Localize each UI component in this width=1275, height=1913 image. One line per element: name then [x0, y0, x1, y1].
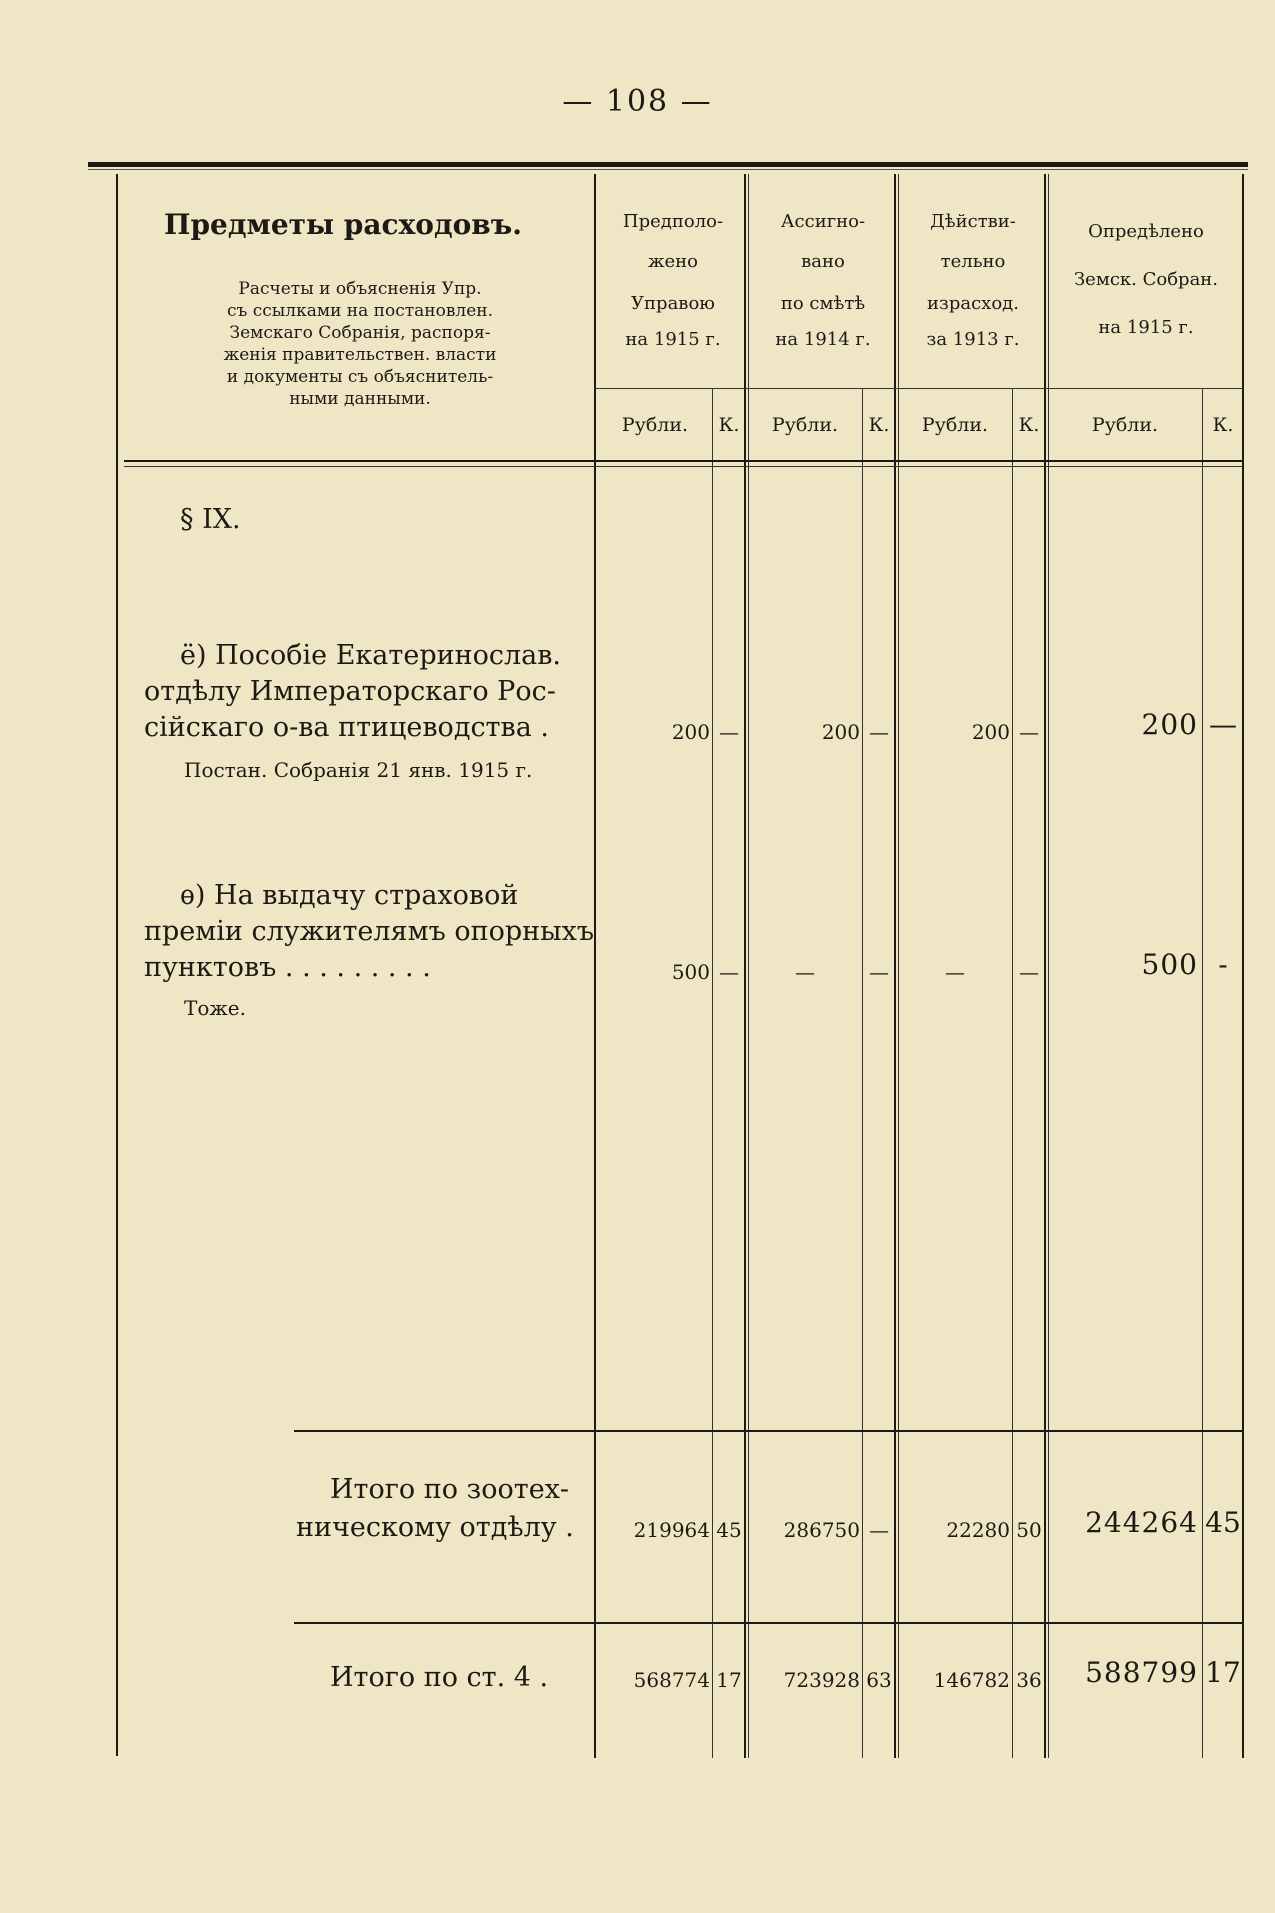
col-divider-3b	[898, 174, 899, 1758]
col-divider-4b	[1048, 174, 1049, 1758]
row1-col1-rub: 200	[671, 720, 710, 744]
header-bottom-rule	[124, 460, 1242, 462]
header-subtitle-1: Расчеты и объясненія Упр.	[238, 279, 482, 299]
row1-col2-kop: —	[869, 720, 889, 744]
row1-note: Постан. Собранія 21 янв. 1915 г.	[184, 758, 533, 782]
total1-col1-kop: 45	[716, 1518, 742, 1542]
col-divider-3	[894, 174, 896, 1758]
row2-col3-kop: —	[1019, 960, 1039, 984]
col4-head-1: Опредѣлено	[1088, 221, 1204, 242]
total2-line-1: Итого по ст. 4 .	[330, 1662, 549, 1693]
row1-col1-kop: —	[719, 720, 739, 744]
col1-head-3: Управою	[631, 293, 715, 314]
total1-col4-kop: 45	[1205, 1506, 1241, 1539]
total1-col3-rub: 22280	[946, 1518, 1010, 1542]
row2-col1-kop: —	[719, 960, 739, 984]
col3-unit-kop: К.	[1018, 414, 1040, 436]
total1-col4-rub: 244264	[1085, 1506, 1198, 1539]
header-bottom-rule-thin	[124, 466, 1242, 467]
row2-col1-rub: 500	[671, 960, 710, 984]
total2-col4-rub: 588799	[1085, 1656, 1198, 1689]
k-divider-1	[712, 388, 713, 1758]
row2-line-2: преміи служителямъ опорныхъ	[144, 916, 595, 947]
col3-head-4: за 1913 г.	[926, 329, 1020, 350]
row1-line-1: ё) Пособіе Екатеринослав.	[180, 640, 562, 671]
row1-col2-rub: 200	[821, 720, 860, 744]
col3-head-3: израсход.	[927, 293, 1019, 314]
col2-unit-kop: К.	[868, 414, 890, 436]
k-divider-4	[1202, 388, 1203, 1758]
col2-unit-rub: Рубли.	[771, 414, 839, 436]
k-divider-3	[1012, 388, 1013, 1758]
col2-head-4: на 1914 г.	[775, 329, 871, 350]
col4-unit-rub: Рубли.	[1091, 414, 1159, 436]
top-rule-thin	[88, 169, 1248, 170]
col1-head-2: жено	[647, 251, 699, 272]
header-subtitle-5: и документы съ объяснитель-	[226, 367, 494, 387]
total2-top-rule	[294, 1622, 1242, 1624]
total2-col3-rub: 146782	[933, 1668, 1010, 1692]
total1-col2-kop: —	[869, 1518, 889, 1542]
row2-col4-kop: -	[1218, 948, 1228, 981]
total1-top-rule	[294, 1430, 1242, 1432]
col1-unit-rub: Рубли.	[621, 414, 689, 436]
total1-line-2: ническому отдѣлу .	[296, 1512, 574, 1543]
header-subtitle-4: женія правительствен. власти	[223, 345, 497, 365]
row1-col4-kop: —	[1209, 708, 1237, 741]
total2-col2-rub: 723928	[783, 1668, 860, 1692]
col1-head-4: на 1915 г.	[625, 329, 721, 350]
row2-col2-kop: —	[869, 960, 889, 984]
col4-unit-kop: К.	[1212, 414, 1234, 436]
col3-head-2: тельно	[940, 251, 1006, 272]
page-number: — 108 —	[562, 84, 713, 119]
header-subtitle-6: ными данными.	[289, 389, 431, 409]
col1-head-1: Предполо-	[622, 211, 724, 232]
header-subtitle-2: съ ссылками на постановлен.	[226, 301, 494, 321]
row2-col3-rub: —	[945, 960, 965, 984]
col2-head-3: по смѣтѣ	[780, 293, 866, 314]
total2-col1-kop: 17	[716, 1668, 742, 1692]
row2-line-3: пунктовъ . . . . . . . . .	[144, 952, 431, 983]
total2-col1-rub: 568774	[633, 1668, 710, 1692]
col-divider-1	[594, 174, 596, 1758]
row1-col4-rub: 200	[1141, 708, 1198, 741]
row1-col3-kop: —	[1019, 720, 1039, 744]
col3-unit-rub: Рубли.	[921, 414, 989, 436]
col-divider-4	[1044, 174, 1046, 1758]
unit-row-top	[594, 388, 1244, 389]
k-divider-2	[862, 388, 863, 1758]
total2-col3-kop: 36	[1016, 1668, 1042, 1692]
top-rule	[88, 162, 1248, 167]
table-right-border	[1242, 174, 1244, 1758]
total2-col2-kop: 63	[866, 1668, 892, 1692]
col2-head-2: вано	[801, 251, 845, 272]
row2-col4-rub: 500	[1141, 948, 1198, 981]
header-subtitle-3: Земскаго Собранія, распоря-	[229, 323, 491, 343]
total1-col2-rub: 286750	[783, 1518, 860, 1542]
row2-line-1: ѳ) На выдачу страховой	[180, 880, 519, 911]
header-title: Предметы расходовъ.	[164, 208, 522, 241]
row2-note: Тоже.	[184, 996, 246, 1020]
col4-head-3: на 1915 г.	[1098, 317, 1194, 338]
col4-head-2: Земск. Собран.	[1073, 269, 1219, 290]
total1-line-1: Итого по зоотех-	[330, 1474, 570, 1505]
table-left-border	[116, 174, 118, 1756]
total1-col1-rub: 219964	[633, 1518, 710, 1542]
col1-unit-kop: К.	[718, 414, 740, 436]
col3-head-1: Дѣйстви-	[930, 211, 1016, 232]
row1-col3-rub: 200	[971, 720, 1010, 744]
total2-col4-kop: 17	[1205, 1656, 1241, 1689]
col-divider-2b	[748, 174, 749, 1758]
row2-col2-rub: —	[795, 960, 815, 984]
row1-line-3: сійскаго о-ва птицеводства .	[144, 712, 549, 743]
total1-col3-kop: 50	[1016, 1518, 1042, 1542]
row1-line-2: отдѣлу Императорскаго Рос-	[144, 676, 556, 707]
col-divider-2	[744, 174, 746, 1758]
col2-head-1: Ассигно-	[780, 211, 866, 232]
section-heading: § IX.	[180, 504, 241, 535]
